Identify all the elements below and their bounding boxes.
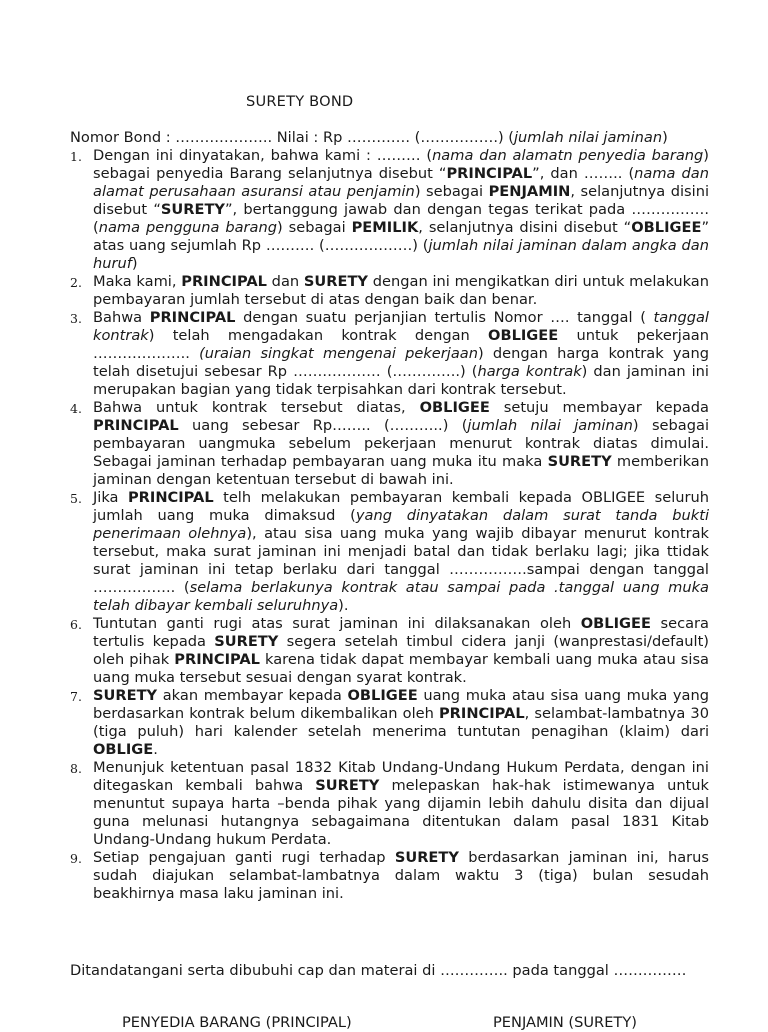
text-run: ”, bertanggung jawab dan dengan tegas terikat pada ……………. ( (93, 201, 709, 236)
clause-item (0, 759, 709, 849)
text-run: ), atau sisa uang muka yang wajib dibayar menurut kontrak tersebut, maka surat jaminan ini menjadi batal dan tidak berlaku lagi; jika ttidak surat jaminan ini tetap berlaku dari tanggal …………….sampai dengan tanggal …………….. ( (93, 525, 709, 596)
clause-item (0, 687, 709, 759)
text-run: , selambat-lambatnya 30 (tiga puluh) hari kalender setelah menerima tuntutan penagihan (klaim) dari (93, 705, 709, 740)
bold-term: PRINCIPAL (149, 309, 236, 326)
bold-term: PRINCIPAL (93, 417, 179, 434)
bold-term: PRINCIPAL (438, 705, 525, 722)
bold-term: OBLIGEE (347, 687, 418, 704)
text-run: uang muka atau sisa uang muka yang berdasarkan kontrak belum dikembalikan oleh (93, 687, 710, 722)
clause-number: 4. (70, 401, 82, 416)
bold-term: OBLIGEE (488, 327, 559, 344)
text-run: dan (266, 273, 304, 290)
bold-term: PRINCIPAL (174, 651, 260, 668)
bold-term: SURETY (547, 453, 612, 470)
text-run: ) (662, 129, 668, 146)
clause-number: 7. (70, 689, 82, 704)
text-run: , selanjutnya disini disebut “ (418, 219, 632, 236)
clause-number: 3. (70, 311, 82, 326)
italic-note: yang dinyatakan dalam surat tanda bukti penerimaan olehnya (93, 507, 710, 542)
text-run: dengan suatu perjanjian tertulis Nomor …. tanggal ( (235, 309, 654, 326)
text-run: ” atas uang sejumlah Rp ………. (………………) ( (93, 219, 709, 254)
text-run: Nomor Bond : ……………….. Nilai : Rp …………. (…………….) ( (70, 129, 514, 146)
text-run: akan membayar kepada (157, 687, 348, 704)
clause-item (0, 399, 709, 489)
text-run: Bahwa untuk kontrak tersebut diatas, (93, 399, 420, 416)
text-run: ) sebagai (414, 183, 489, 200)
text-run: Maka kami, (93, 273, 182, 290)
text-run: melepaskan hak-hak istimewanya untuk menuntut supaya harta –benda pihak yang dijamin lebih dahulu disita dan dijual guna melunasi hutangnya sebagaimana ditentukan dalam pasal 1831 Kitab Undang-Undang hukum Perdata. (93, 777, 709, 848)
text-run: berdasarkan jaminan ini, harus sudah diajukan selambat-lambatnya dalam waktu 3 (tiga) bulan sesudah beakhirnya masa laku jaminan ini. (93, 849, 709, 902)
clause-number: 5. (70, 491, 82, 506)
clause-item (0, 849, 709, 903)
clause-item (0, 147, 709, 273)
clause-number: 1. (70, 149, 82, 164)
bold-term: PEMILIK (351, 219, 419, 236)
clause-number: 8. (70, 761, 82, 776)
bold-term: OBLIGEE (631, 219, 702, 236)
signature-principal: PENYEDIA BARANG (PRINCIPAL) (122, 1014, 352, 1031)
text-run: segera setelah timbul cidera janji (wanprestasi/default) oleh pihak (93, 633, 709, 668)
bold-term: PRINCIPAL (127, 489, 214, 506)
clause-item (0, 489, 709, 615)
clause-item (0, 615, 709, 687)
clause-item (0, 273, 709, 309)
bold-term: SURETY (214, 633, 279, 650)
bold-term: PRINCIPAL (446, 165, 533, 182)
text-run: ) dengan harga kontrak yang telah disetujui sebesar Rp ……………… (…………..) ( (93, 345, 709, 380)
italic-note: jumlah nilai jaminan dalam angka dan huruf (93, 237, 709, 272)
italic-note: selama berlakunya kontrak atau sampai pada .tanggal uang muka telah dibayar kembali seluruhnya (93, 579, 709, 614)
text-run: secara tertulis kepada (93, 615, 709, 650)
signature-surety: PENJAMIN (SURETY) (493, 1014, 637, 1031)
text-run: ) dan jaminan ini merupakan bagian yang tidak terpisahkan dari kontrak tersebut. (93, 363, 709, 398)
text-run: Tuntutan ganti rugi atas surat jaminan ini dilaksanakan oleh (93, 615, 581, 632)
bold-term: OBLIGEE (580, 615, 651, 632)
text-run: ”, dan …….. ( (532, 165, 635, 182)
italic-note: (uraian singkat mengenai pekerjaan (199, 345, 478, 362)
bold-term: SURETY (303, 273, 368, 290)
text-run: ) sebagai penyedia Barang selanjutnya disebut “ (93, 147, 709, 182)
text-run: uang sebesar Rp…….. (………..) ( (178, 417, 468, 434)
text-run: memberikan jaminan dengan ketentuan tersebut di bawah ini. (93, 453, 709, 488)
clause-number: 6. (70, 617, 82, 632)
italic-note: nama pengguna barang (98, 219, 278, 236)
italic-note: tanggal kontrak (93, 309, 709, 344)
italic-note: jumlah nilai jaminan (467, 417, 633, 434)
bold-term: SURETY (93, 687, 158, 704)
text-run: Setiap pengajuan ganti rugi terhadap (93, 849, 395, 866)
document-title: SURETY BOND (246, 93, 354, 110)
text-run: ) sebagai (277, 219, 352, 236)
text-run: setuju membayar kepada (489, 399, 709, 416)
text-run: ) telah mengadakan kontrak dengan (148, 327, 489, 344)
italic-note: nama dan alamat perusahaan asuransi atau penjamin (93, 165, 710, 200)
italic-note: nama dan alamatn penyedia barang (432, 147, 704, 164)
text-run: Bahwa (93, 309, 150, 326)
text-run: telh melakukan pembayaran kembali kepada OBLIGEE seluruh jumlah uang muka dimaksud ( (93, 489, 710, 524)
bold-term: SURETY (160, 201, 225, 218)
text-run: dengan ini mengikatkan diri untuk melakukan pembayaran jumlah tersebut di atas dengan baik dan benar. (93, 273, 710, 308)
bold-term: PENJAMIN (488, 183, 571, 200)
signing-statement: Ditandatangani serta dibubuhi cap dan materai di ………….. pada tanggal …………… (70, 962, 687, 979)
italic-note: jumlah nilai jaminan (514, 129, 663, 146)
bold-term: OBLIGE (93, 741, 154, 758)
text-run: Jika (93, 489, 128, 506)
text-run: , selanjutnya disini disebut “ (93, 183, 710, 218)
italic-note: harga kontrak (477, 363, 582, 380)
text-run: . (153, 741, 158, 758)
clause-number: 2. (70, 275, 82, 290)
text-run: karena tidak dapat membayar kembali uang muka atau sisa uang muka tersebut sesuai dengan syarat kontrak. (93, 651, 709, 686)
text-run: Dengan ini dinyatakan, bahwa kami : ……… ( (93, 147, 433, 164)
bold-term: SURETY (315, 777, 380, 794)
bond-number-line (70, 129, 710, 147)
text-run: Menunjuk ketentuan pasal 1832 Kitab Undang-Undang Hukum Perdata, dengan ini ditegaskan kembali bahwa (93, 759, 709, 794)
bold-term: PRINCIPAL (181, 273, 267, 290)
text-run: ) sebagai pembayaran uangmuka sebelum pekerjaan menurut kontrak diatas dimulai. Sebagai jaminan terhadap pembayaran uang muka itu maka (93, 417, 709, 470)
text-run: untuk pekerjaan ……………….. (93, 327, 709, 362)
clause-list (0, 147, 709, 903)
bold-term: SURETY (394, 849, 459, 866)
clause-item (0, 309, 709, 399)
bold-term: OBLIGEE (419, 399, 490, 416)
text-run: ) (131, 255, 138, 272)
clause-number: 9. (70, 851, 82, 866)
text-run: ). (338, 597, 349, 614)
